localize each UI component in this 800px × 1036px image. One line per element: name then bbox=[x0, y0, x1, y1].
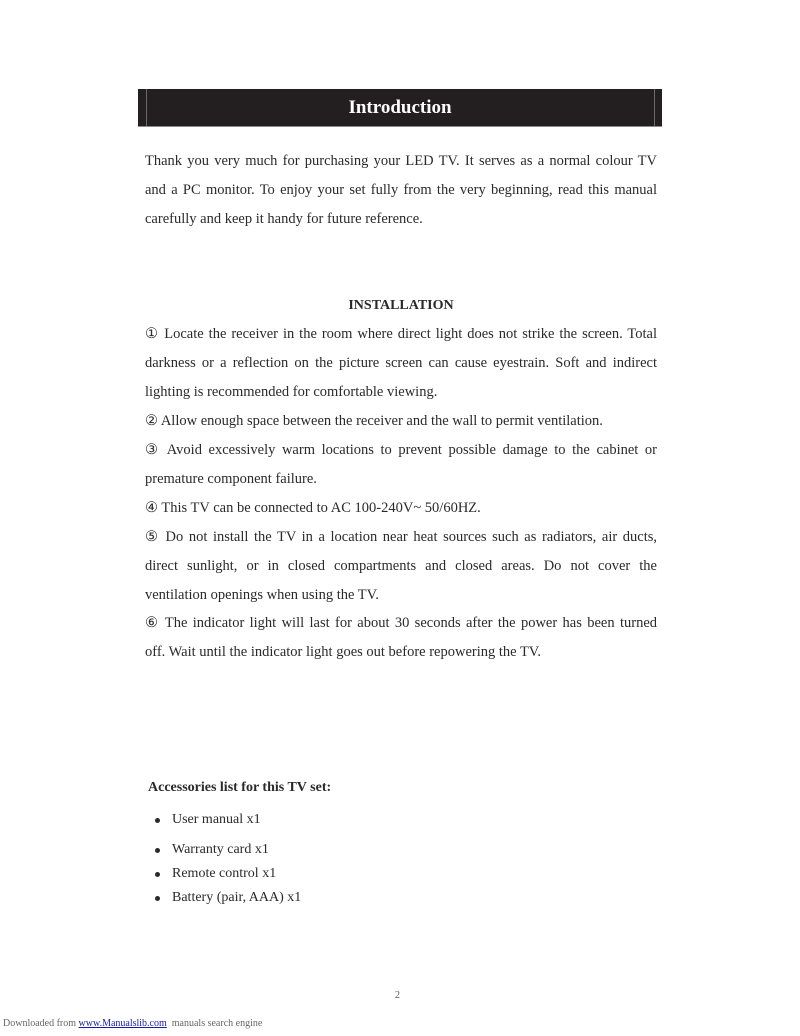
installation-item-2 bbox=[145, 407, 657, 436]
bullet-icon bbox=[155, 896, 160, 901]
manualslib-link[interactable]: www.Manualslib.com bbox=[78, 1018, 167, 1029]
bullet-icon bbox=[155, 818, 160, 823]
item-line: ② Allow enough space between the receiver and the wall to permit ventilation. bbox=[145, 413, 603, 429]
footer-suffix: manuals search engine bbox=[166, 1018, 263, 1029]
accessories-heading: Accessories list for this TV set: bbox=[148, 780, 332, 795]
installation-item-1 bbox=[145, 320, 657, 407]
intro-line: Thank you very much for purchasing your LED TV. It serves as a normal colour TV bbox=[145, 153, 657, 169]
item-line: ⑥ The indicator light will last for about 30 seconds after the power has been turned bbox=[145, 615, 657, 631]
download-footer bbox=[3, 1018, 262, 1029]
section-header-bar bbox=[138, 89, 662, 127]
item-line: off. Wait until the indicator light goes out before repowering the TV. bbox=[145, 644, 542, 660]
installation-item-4 bbox=[145, 494, 657, 523]
accessory-item bbox=[155, 808, 301, 832]
page-title: Introduction bbox=[348, 97, 452, 118]
item-line: ① Locate the receiver in the room where direct light does not strike the screen. Total bbox=[145, 326, 657, 342]
accessory-label: Battery (pair, AAA) x1 bbox=[172, 890, 302, 905]
item-line: premature component failure. bbox=[145, 471, 317, 487]
installation-item-3 bbox=[145, 436, 657, 494]
accessory-item bbox=[155, 862, 301, 886]
intro-paragraph bbox=[145, 147, 657, 234]
accessories-list bbox=[155, 808, 301, 910]
accessory-label: Remote control x1 bbox=[172, 866, 277, 881]
bullet-icon bbox=[155, 872, 160, 877]
item-line: ④ This TV can be connected to AC 100-240V~ 50/60HZ. bbox=[145, 500, 481, 516]
item-line: ③ Avoid excessively warm locations to prevent possible damage to the cabinet or bbox=[145, 442, 657, 458]
installation-heading: INSTALLATION bbox=[348, 298, 454, 313]
intro-line: and a PC monitor. To enjoy your set fully from the very beginning, read this manual bbox=[145, 182, 657, 198]
accessory-item bbox=[155, 838, 301, 862]
intro-line: carefully and keep it handy for future reference. bbox=[145, 211, 423, 227]
item-line: lighting is recommended for comfortable viewing. bbox=[145, 384, 438, 400]
item-line: direct sunlight, or in closed compartments and closed areas. Do not cover the bbox=[145, 558, 657, 574]
item-line: darkness or a reflection on the picture screen can cause eyestrain. Soft and indirect bbox=[145, 355, 657, 371]
item-line: ventilation openings when using the TV. bbox=[145, 587, 379, 603]
accessory-label: User manual x1 bbox=[172, 812, 261, 827]
footer-prefix: Downloaded from bbox=[3, 1018, 79, 1029]
page-number: 2 bbox=[395, 990, 400, 1001]
item-line: ⑤ Do not install the TV in a location near heat sources such as radiators, air ducts, bbox=[145, 529, 657, 545]
installation-item-6 bbox=[145, 609, 657, 667]
bullet-icon bbox=[155, 848, 160, 853]
accessory-item bbox=[155, 886, 301, 910]
installation-item-5 bbox=[145, 523, 657, 610]
accessory-label: Warranty card x1 bbox=[172, 842, 269, 857]
